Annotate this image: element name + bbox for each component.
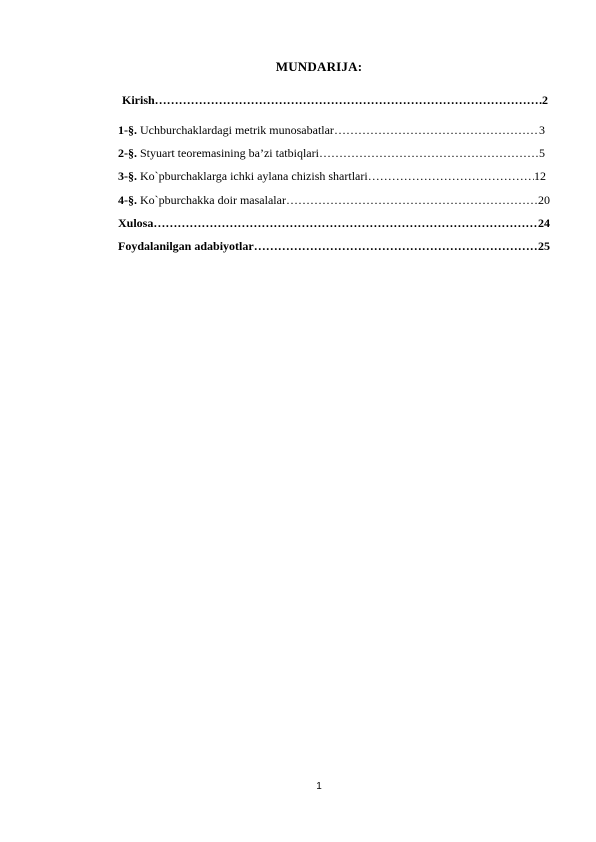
toc-entry-page: 24 (538, 216, 550, 230)
toc-leader-dots (153, 215, 538, 231)
toc-entry-title: Xulosa (118, 216, 154, 230)
toc-entry-section-1[interactable] (118, 122, 545, 138)
toc-entry-label (122, 92, 155, 108)
page-title: MUNDARIJA: (275, 59, 363, 74)
toc-entry-foydalanilgan-adabiyotlar[interactable] (118, 238, 550, 254)
toc-leader-dots (155, 92, 542, 108)
toc-leader-dots (368, 168, 534, 184)
toc-entry-label (118, 192, 286, 208)
toc-entry-page: 12 (534, 169, 546, 183)
toc-entry-label (118, 215, 153, 231)
toc-entry-label (118, 122, 334, 138)
toc-entry-number: 1-§. (118, 123, 137, 137)
toc-entry-section-2[interactable] (118, 145, 545, 161)
page-number: 1 (316, 781, 322, 792)
toc-entry-xulosa[interactable] (118, 215, 550, 231)
toc-leader-dots (319, 145, 539, 161)
toc-leader-dots (286, 192, 538, 208)
toc-entry-title: Uchburchaklardagi metrik munosabatlar (137, 123, 334, 137)
toc-entry-number: 4-§. (118, 193, 137, 207)
toc-entry-page: 5 (539, 146, 545, 160)
toc-entry-number: 3-§. (118, 169, 137, 183)
toc-leader-dots (254, 238, 538, 254)
toc-entry-section-3[interactable] (118, 168, 546, 184)
toc-leader-dots (334, 122, 539, 138)
toc-entry-label (118, 145, 319, 161)
toc-entry-page: 20 (538, 193, 550, 207)
toc-entry-title: Foydalanilgan adabiyotlar (118, 239, 254, 253)
toc-entry-page: 3 (539, 123, 545, 137)
toc-entry-number: 2-§. (118, 146, 137, 160)
toc-entry-title: Ko`pburchaklarga ichki aylana chizish shartlari (137, 169, 368, 183)
toc-entry-section-4[interactable] (118, 192, 550, 208)
toc-entry-label (118, 168, 368, 184)
toc-entry-title: Kirish (122, 93, 155, 107)
toc-entry-label (118, 238, 254, 254)
toc-entry-kirish[interactable] (122, 92, 548, 108)
toc-entry-title: Styuart teoremasining ba’zi tatbiqlari (137, 146, 319, 160)
toc-entry-page: 25 (538, 239, 550, 253)
toc-entry-title: Ko`pburchakka doir masalalar (137, 193, 286, 207)
toc-entry-page: 2 (542, 93, 548, 107)
